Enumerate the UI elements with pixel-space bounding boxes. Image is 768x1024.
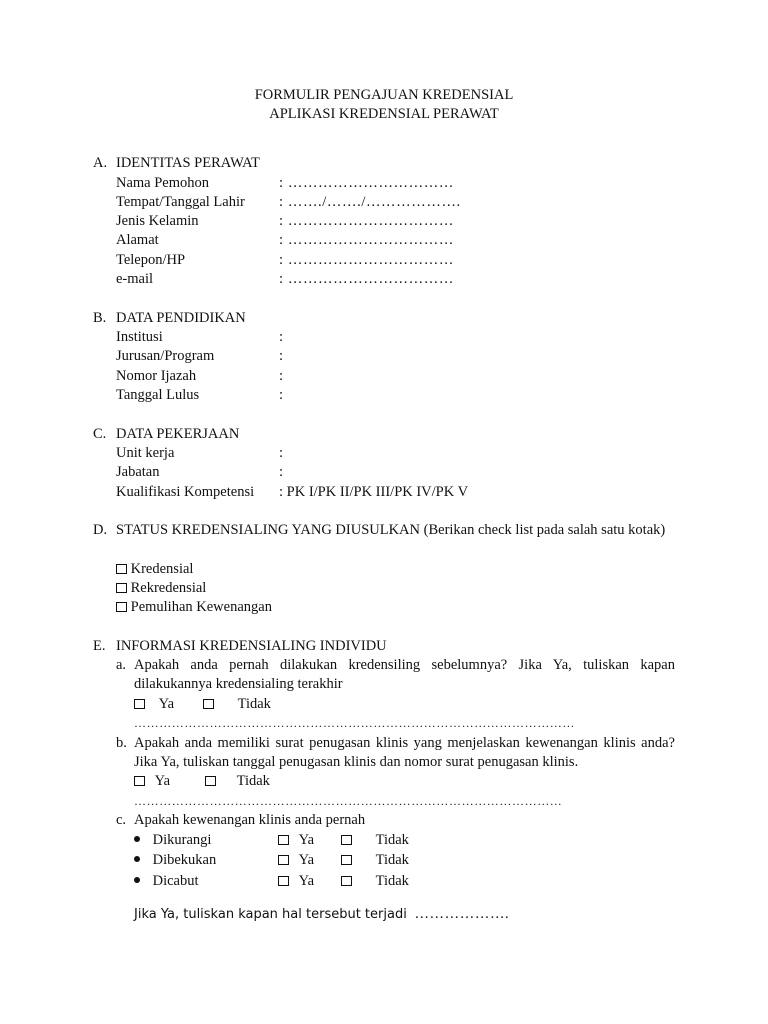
question-c-text: Apakah kewenangan klinis anda pernah: [134, 812, 366, 828]
question-c-item-dibekukan-yes[interactable]: [278, 851, 314, 870]
checkbox-icon[interactable]: [278, 835, 289, 845]
yes-label: Ya: [298, 873, 315, 889]
field-label-nama-pemohon: Nama Pemohon: [116, 175, 210, 191]
field-input-institusi[interactable]: :: [279, 329, 284, 345]
field-input-nama-pemohon[interactable]: : ……………………………: [279, 175, 454, 191]
question-c-item-dibekukan-no[interactable]: [341, 851, 409, 870]
field-label-jabatan: Jabatan: [116, 464, 160, 480]
field-input-alamat[interactable]: : ……………………………: [279, 232, 454, 248]
checkbox-icon[interactable]: [341, 835, 352, 845]
option-kredensial[interactable]: [116, 560, 193, 579]
note-answer-line[interactable]: ……………….: [414, 906, 510, 922]
field-input-jurusan[interactable]: :: [279, 348, 284, 364]
question-b-no[interactable]: [205, 772, 270, 791]
question-a-yes[interactable]: [134, 695, 174, 714]
question-b-answer-line[interactable]: …………………………………………………………………………………………: [134, 794, 563, 808]
no-label: Tidak: [236, 773, 270, 789]
question-c-item-dikurangi-yes[interactable]: [278, 831, 314, 850]
note-text: Jika Ya, tuliskan kapan hal tersebut terjadi: [134, 907, 407, 922]
section-c-letter: C.: [93, 426, 107, 442]
question-b-marker: b.: [116, 735, 127, 751]
closing-note: [134, 905, 509, 924]
field-label-nomor-ijazah: Nomor Ijazah: [116, 368, 197, 384]
field-input-tanggal-lulus[interactable]: :: [279, 387, 284, 403]
field-label-jenis-kelamin: Jenis Kelamin: [116, 213, 199, 229]
section-e-letter: E.: [93, 638, 106, 654]
checkbox-icon[interactable]: [116, 564, 127, 574]
item-label: Dicabut: [152, 873, 199, 889]
no-label: Tidak: [375, 873, 409, 889]
field-input-tempat-tanggal-lahir[interactable]: : ……./……./……………….: [279, 194, 461, 210]
checkbox-icon[interactable]: [203, 699, 214, 709]
form-subtitle: APLIKASI KREDENSIAL PERAWAT: [269, 106, 499, 122]
checkbox-icon[interactable]: [341, 876, 352, 886]
question-c-item-dikurangi: [134, 831, 211, 850]
field-label-alamat: Alamat: [116, 232, 159, 248]
question-b-yes[interactable]: [134, 772, 170, 791]
field-input-jenis-kelamin[interactable]: : ……………………………: [279, 213, 454, 229]
no-label: Tidak: [375, 852, 409, 868]
checkbox-icon[interactable]: [116, 602, 127, 612]
field-label-kualifikasi: Kualifikasi Kompetensi: [116, 484, 255, 500]
checkbox-icon[interactable]: [134, 776, 145, 786]
section-b-letter: B.: [93, 310, 107, 326]
question-a-no[interactable]: [203, 695, 271, 714]
option-pemulihan-kewenangan[interactable]: [116, 598, 272, 617]
question-c-item-dicabut-yes[interactable]: [278, 872, 314, 891]
checkbox-icon[interactable]: [278, 855, 289, 865]
checkbox-icon[interactable]: [205, 776, 216, 786]
field-input-jabatan[interactable]: :: [279, 464, 284, 480]
section-a-heading: IDENTITAS PERAWAT: [116, 155, 260, 171]
option-label: Pemulihan Kewenangan: [130, 599, 272, 615]
field-input-email[interactable]: : ……………………………: [279, 271, 454, 287]
bullet-icon: [134, 877, 140, 883]
no-label: Tidak: [375, 832, 409, 848]
question-a-marker: a.: [116, 657, 127, 673]
yes-label: Ya: [298, 852, 315, 868]
bullet-icon: [134, 856, 140, 862]
question-c-item-dicabut-no[interactable]: [341, 872, 409, 891]
yes-label: Ya: [158, 696, 175, 712]
no-label: Tidak: [237, 696, 271, 712]
yes-label: Ya: [154, 773, 171, 789]
question-a-answer-line[interactable]: ……………………………………………………………………………………………: [134, 716, 575, 730]
question-a-text: Apakah anda pernah dilakukan kredensiling sebelumnya? Jika Ya, tuliskan kapan dilakukannya kredensialing terakhir: [134, 657, 675, 693]
checkbox-icon[interactable]: [134, 699, 145, 709]
checkbox-icon[interactable]: [116, 583, 127, 593]
item-label: Dibekukan: [152, 852, 217, 868]
field-input-kualifikasi[interactable]: : PK I/PK II/PK III/PK IV/PK V: [279, 484, 469, 500]
option-rekredensial[interactable]: [116, 579, 206, 598]
question-c-marker: c.: [116, 812, 127, 828]
item-label: Dikurangi: [152, 832, 212, 848]
checkbox-icon[interactable]: [278, 876, 289, 886]
yes-label: Ya: [298, 832, 315, 848]
field-label-institusi: Institusi: [116, 329, 163, 345]
question-c-item-dicabut: [134, 872, 199, 891]
bullet-icon: [134, 836, 140, 842]
question-b-text: Apakah anda memiliki surat penugasan klinis yang menjelaskan kewenangan klinis anda? Jika Ya, tuliskan tanggal penugasan klinis dan nomor surat penugasan klinis.: [134, 735, 675, 771]
checkbox-icon[interactable]: [341, 855, 352, 865]
section-e-heading: INFORMASI KREDENSIALING INDIVIDU: [116, 638, 387, 654]
field-label-jurusan: Jurusan/Program: [116, 348, 215, 364]
field-input-nomor-ijazah[interactable]: :: [279, 368, 284, 384]
field-input-telepon[interactable]: : ……………………………: [279, 252, 454, 268]
field-label-tempat-tanggal-lahir: Tempat/Tanggal Lahir: [116, 194, 245, 210]
section-d-letter: D.: [93, 522, 108, 538]
field-label-telepon: Telepon/HP: [116, 252, 186, 268]
section-b-heading: DATA PENDIDIKAN: [116, 310, 246, 326]
question-c-item-dikurangi-no[interactable]: [341, 831, 409, 850]
field-label-unit-kerja: Unit kerja: [116, 445, 175, 461]
question-c-item-dibekukan: [134, 851, 216, 870]
field-label-email: e-mail: [116, 271, 154, 287]
option-label: Rekredensial: [130, 580, 207, 596]
form-title: FORMULIR PENGAJUAN KREDENSIAL: [254, 87, 514, 103]
field-label-tanggal-lulus: Tanggal Lulus: [116, 387, 200, 403]
section-d-heading: STATUS KREDENSIALING YANG DIUSULKAN (Berikan check list pada salah satu kotak): [116, 522, 666, 538]
field-input-unit-kerja[interactable]: :: [279, 445, 284, 461]
option-label: Kredensial: [130, 561, 194, 577]
section-a-letter: A.: [93, 155, 108, 171]
section-c-heading: DATA PEKERJAAN: [116, 426, 240, 442]
